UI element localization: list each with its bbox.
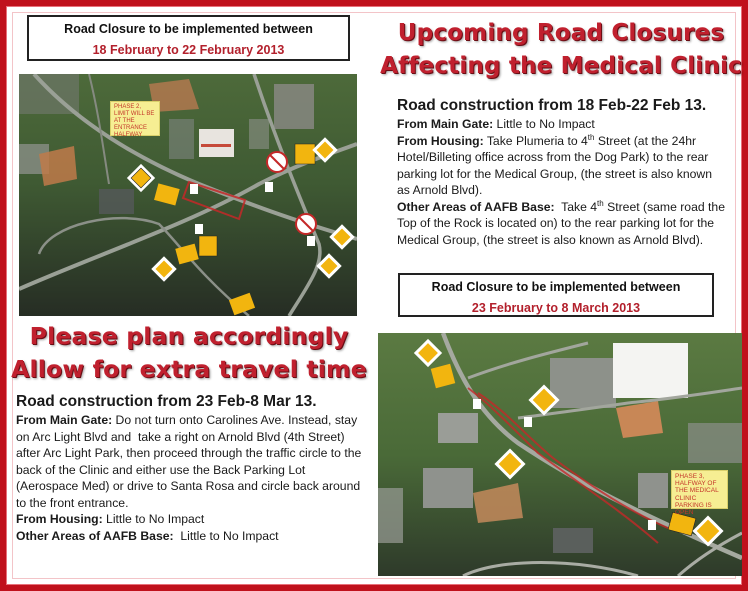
item-text: Little to No Impact (493, 117, 595, 131)
section2-item-other-areas (16, 528, 368, 545)
plan-headline-line1: Please plan accordingly (29, 322, 349, 350)
superscript: th (597, 198, 604, 208)
closure-box-phase3 (398, 273, 714, 317)
section2-item-main-gate (16, 412, 368, 511)
superscript: th (587, 132, 595, 142)
section1-item-other-areas (397, 199, 727, 249)
closure-box-dates: 18 February to 22 February 2013 (92, 43, 285, 57)
section2-heading: Road construction from 23 Feb-8 Mar 13. (16, 393, 317, 410)
map-phase2-aerial (19, 74, 357, 316)
item-label: From Main Gate: (16, 413, 113, 427)
item-text: Street (at the 24hr Hotel/Billeting office across from the Dog Park) to the rear parking lot for the Medical Group, (the street is also known as Arnold Blvd). (397, 133, 712, 197)
plan-headline-line2: Allow for extra travel time (11, 355, 367, 383)
item-label: Other Areas of AAFB Base: (16, 528, 174, 543)
closure-box-phase2 (27, 15, 350, 61)
aerial-map-graphic (378, 333, 742, 576)
aerial-map-graphic (19, 74, 357, 316)
closure-box-title: Road Closure to be implemented between (431, 280, 681, 294)
section2-item-housing (16, 511, 368, 528)
phase2-callout: PHASE 2, LIMIT WILL BE AT THE ENTRANCE HALFWAY (110, 101, 160, 136)
item-text: Take Plumeria to 4 (483, 133, 588, 148)
item-text: Street (same road the Top of the Rock is located on) to the rear parking lot for the Medical Group, (the street is also known as Arnold Blvd). (397, 199, 725, 247)
item-text: Little to No Impact (102, 512, 205, 526)
section1-item-main-gate (397, 116, 727, 133)
section2-text (16, 392, 368, 544)
section1-item-housing (397, 133, 727, 199)
section1-text (397, 96, 727, 248)
item-text: Little to No Impact (173, 528, 279, 543)
item-label: Other Areas of AAFB Base: (397, 199, 555, 214)
section1-heading: Road construction from 18 Feb-22 Feb 13. (397, 97, 707, 114)
plan-headline (8, 320, 370, 386)
item-text: Take 4 (554, 199, 598, 214)
main-headline (374, 17, 748, 83)
item-label: From Housing: (397, 133, 484, 148)
item-label: From Housing: (16, 512, 103, 526)
main-headline-line1: Upcoming Road Closures (397, 20, 725, 46)
closure-box-dates: 23 February to 8 March 2013 (471, 301, 641, 315)
map-phase3-aerial (378, 333, 742, 576)
item-text: Do not turn onto Carolines Ave. Instead, stay on Arc Light Blvd and take a right on Arnold Blvd (4th Street) after Arc Light Park, then proceed through the traffic circle to the back of the Clinic and either use the Back Parking Lot (Aerospace Med) or drive to Santa Rosa and circle back around to the front entrance. (16, 413, 365, 510)
main-headline-line2: Affecting the Medical Clinic (380, 53, 742, 79)
phase3-callout: PHASE 3, HALFWAY OF THE MEDICAL CLINIC PARKING IS OPEN (671, 470, 728, 509)
closure-box-title: Road Closure to be implemented between (64, 22, 313, 36)
item-label: From Main Gate: (397, 117, 494, 131)
